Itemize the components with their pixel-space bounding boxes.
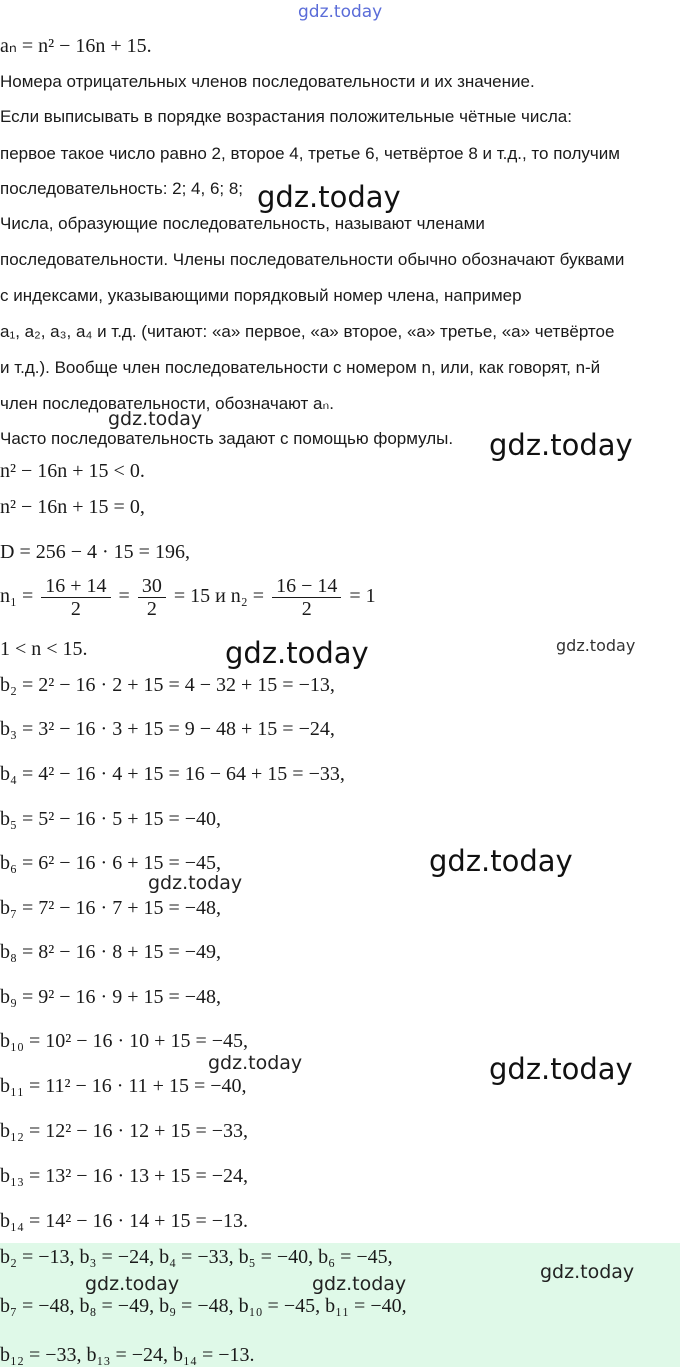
root-mid-text: = 15 и n₂ = [173,585,265,608]
term-b6: b₆ = 6² − 16 · 6 + 15 = −45, [0,852,222,874]
roots-line [0,575,376,620]
term-b4: b₄ = 4² − 16 · 4 + 15 = 16 − 64 + 15 = −33, [0,763,345,785]
term-b12: b₁₂ = 12² − 16 · 12 + 15 = −33, [0,1120,248,1142]
theory-line-5: Числа, образующие последовательность, называют членами [0,214,485,233]
term-b14: b₁₄ = 14² − 16 · 14 + 15 = −13. [0,1210,248,1232]
discriminant: D = 256 − 4 · 15 = 196, [0,541,190,563]
theory-line-9: и т.д.). Вообще член последовательности с номером n, или, как говорят, n-й [0,358,601,377]
theory-line-4: последовательность: 2; 4, 6; 8; [0,179,244,198]
term-b8: b₈ = 8² − 16 · 8 + 15 = −49, [0,941,222,963]
term-b9: b₉ = 9² − 16 · 9 + 15 = −48, [0,986,222,1008]
theory-line-11: Часто последовательность задают с помощью формулы. [0,429,454,448]
range: 1 < n < 15. [0,638,88,660]
watermark: gdz.today [257,180,401,214]
inequality: n² − 16n + 15 < 0. [0,460,145,482]
term-b11: b₁₁ = 11² − 16 · 11 + 15 = −40, [0,1075,247,1097]
theory-line-6: последовательности. Члены последовательности обычно обозначают буквами [0,250,625,269]
term-b10: b₁₀ = 10² − 16 · 10 + 15 = −45, [0,1030,248,1052]
watermark: gdz.today [312,1273,407,1295]
watermark: gdz.today [225,636,369,670]
theory-line-10: член последовательности, обозначают aₙ. [0,394,334,413]
watermark: gdz.today [148,872,243,894]
fraction-1-numerator: 16 + 14 [41,575,110,598]
watermark: gdz.today [208,1052,303,1074]
watermark: gdz.today [489,428,633,462]
watermark-top: gdz.today [298,2,383,22]
answer-line-2: b₇ = −48, b₈ = −49, b₉ = −48, b₁₀ = −45, b₁₁ = −40, [0,1295,407,1317]
theory-line-2: Если выписывать в порядке возрастания положительные чётные числа: [0,107,572,126]
watermark: gdz.today [108,408,203,430]
fraction-3-numerator: 16 − 14 [272,575,341,598]
theory-line-8: a₁, a₂, a₃, a₄ и т.д. (читают: «a» первое, «a» второе, «a» третье, «a» четвёртое [0,322,615,341]
root-tail: = 1 [349,585,376,608]
fraction-1 [41,575,110,620]
watermark: gdz.today [540,1261,635,1283]
fraction-1-denominator: 2 [70,598,81,620]
term-b7: b₇ = 7² − 16 · 7 + 15 = −48, [0,897,222,919]
theory-line-1: Номера отрицательных членов последовательности и их значение. [0,72,535,91]
theory-line-7: с индексами, указывающими порядковый номер члена, например [0,286,522,305]
fraction-3-denominator: 2 [301,598,312,620]
watermark: gdz.today [489,1052,633,1086]
fraction-2-numerator: 30 [138,575,166,598]
fraction-2-denominator: 2 [146,598,157,620]
answer-line-1: b₂ = −13, b₃ = −24, b₄ = −33, b₅ = −40, b₆ = −45, [0,1246,393,1268]
answer-line-3: b₁₂ = −33, b₁₃ = −24, b₁₄ = −13. [0,1344,255,1366]
term-b2: b₂ = 2² − 16 · 2 + 15 = 4 − 32 + 15 = −13, [0,674,335,696]
equals-sign: = [118,585,130,608]
equation: n² − 16n + 15 = 0, [0,496,145,518]
root-n1-label: n₁ = [0,585,34,608]
term-b13: b₁₃ = 13² − 16 · 13 + 15 = −24, [0,1165,248,1187]
theory-line-3: первое такое число равно 2, второе 4, третье 6, четвёртое 8 и т.д., то получим [0,144,620,163]
main-formula: aₙ = n² − 16n + 15. [0,35,152,57]
fraction-2 [138,575,166,620]
watermark: gdz.today [556,636,636,655]
term-b5: b₅ = 5² − 16 · 5 + 15 = −40, [0,808,222,830]
term-b3: b₃ = 3² − 16 · 3 + 15 = 9 − 48 + 15 = −24, [0,718,335,740]
watermark: gdz.today [429,844,573,878]
fraction-3 [272,575,341,620]
watermark: gdz.today [85,1273,180,1295]
